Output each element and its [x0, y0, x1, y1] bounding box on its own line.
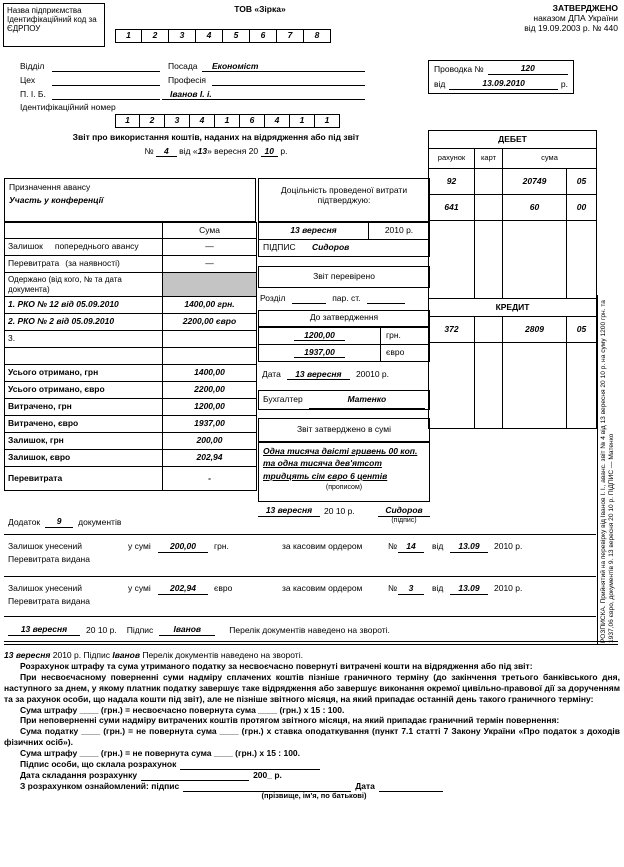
row-value: 2200,00 — [163, 382, 257, 399]
approval-stamp — [470, 4, 618, 33]
edrpou-digit: 8 — [304, 29, 331, 43]
purpose-label: Призначення авансу — [9, 182, 91, 192]
id-digit: 1 — [115, 114, 140, 128]
dept-label: Відділ — [20, 61, 45, 71]
credit-header: КРЕДИТ — [429, 299, 597, 317]
attachment-count: 9 — [45, 517, 73, 528]
order-no: 14 — [398, 542, 424, 553]
row-value: 1200,00 — [163, 399, 257, 416]
attachment-label-2: документів — [78, 517, 122, 527]
posting-number: 120 — [488, 64, 568, 75]
id-digit: 1 — [215, 114, 240, 128]
edrpou-digit: 1 — [115, 29, 142, 43]
approve-eur-value: 1937,00 — [294, 347, 345, 358]
separator-line — [4, 616, 596, 617]
report-no: 4 — [156, 146, 177, 157]
approval-line-2: наказом ДПА України — [533, 12, 618, 23]
debit-kop: 05 — [567, 169, 597, 195]
late-return-paragraph: При несвоєчасному поверненні суми надміру сплачених коштів пізніше граничного терміну (до закінчення третього банківського дня, наступного за днем, у якому платник податку завершує таке відрядження або завершує виконання окремої цивільно-правової дії за дорученням та за рахунок особи, що надала кошти під звіт), але не пізніше звітного місяця, на який припадає останній день такого граничного терміну: — [4, 671, 620, 704]
expediency-year: 2010 р. — [368, 222, 430, 240]
company-name-box: Назва підприємства Ідентифікаційний код за ЄДРПОУ — [3, 3, 105, 47]
accountant-box — [258, 390, 430, 410]
sum-label: у сумі — [128, 541, 151, 551]
debit-credit-table — [428, 130, 597, 429]
bottom-sign-label: Підпис — [126, 625, 154, 635]
refund-line-2: Перевитрата видана — [8, 554, 90, 564]
col-account: рахунок — [429, 149, 475, 169]
order-vid-label: від — [432, 541, 444, 551]
date-label: Дата — [262, 369, 281, 379]
refund-sum: 200,00 — [158, 542, 208, 553]
grn-label: грн. — [380, 327, 430, 345]
row-label: Залишок попереднього авансу — [5, 239, 163, 256]
approve-grn-value: 1200,00 — [294, 330, 345, 341]
order-year: 2010 р. — [494, 541, 523, 551]
calc-signature-line: Підпис особи, що склала розрахунок — [4, 759, 620, 770]
acknowledged-line: З розрахунком ознайомлений: підпис Дата — [4, 781, 620, 792]
approve-sign-row — [258, 506, 430, 517]
credit-kop: 05 — [567, 317, 597, 343]
row-label: Залишок, євро — [5, 450, 163, 467]
receipt-strip-divider — [597, 295, 598, 645]
order-no-label: № — [388, 583, 398, 593]
row-value-shaded — [163, 273, 257, 297]
report-no-label: № — [144, 146, 154, 156]
name-blank-1 — [52, 90, 160, 100]
edrpou-digit: 5 — [223, 29, 250, 43]
section-label: Розділ — [260, 293, 286, 303]
col-card: карт — [475, 149, 503, 169]
approval-line-1: ЗАТВЕРДЖЕНО — [552, 3, 618, 13]
credit-card — [475, 317, 503, 343]
order-no-label: № — [388, 541, 398, 551]
edrpou-digit: 2 — [142, 29, 169, 43]
section-paragraph-line — [260, 294, 428, 304]
row-label: Залишок, грн — [5, 433, 163, 450]
sum-in-words-box — [258, 442, 430, 502]
bottom-sign-year: 20 10 р. — [86, 625, 117, 635]
non-return-paragraph: При неповерненні суми надміру витрачених коштів протягом звітного місяця, на який припадає граничний термін повернення: — [20, 715, 560, 726]
attachment-line — [8, 517, 121, 528]
note-rest: Перелік документів наведено на звороті. — [142, 650, 303, 660]
order-year: 2010 р. — [494, 583, 523, 593]
documents-on-back-note: Перелік документів наведено на звороті. — [229, 625, 390, 635]
company-name: ТОВ «Зірка» — [234, 4, 286, 14]
row-label: Одержано (від кого, № та дата документа) — [5, 273, 163, 297]
acknowledged-date-blank — [379, 783, 443, 792]
penalty-formula-1: Сума штрафу ____ (грн.) = несвоєчасно повернута сума ____ (грн.) х 15 : 100. — [20, 704, 345, 715]
credit-account: 372 — [429, 317, 475, 343]
report-title: Звіт про використання коштів, наданих на відрядження або під звіт — [72, 132, 360, 142]
signature-label: ПІДПИС — [263, 242, 296, 252]
col-sum: сума — [503, 149, 597, 169]
order-vid-label: від — [432, 583, 444, 593]
expediency-date-row — [258, 222, 430, 240]
id-number-boxes — [115, 114, 340, 128]
posting-label: Проводка № — [434, 64, 484, 74]
shop-label: Цех — [20, 75, 36, 85]
report-month: » вересня 20 — [207, 146, 259, 156]
empty-cell — [567, 221, 597, 299]
row-label: Усього отримано, грн — [5, 365, 163, 382]
row-label: Витрачено, грн — [5, 399, 163, 416]
empty-cell — [567, 343, 597, 429]
edrpou-digit: 6 — [250, 29, 277, 43]
penalty-formula-2: Сума штрафу ____ (грн.) = не повернута сума ____ (грн.) х 15 : 100. — [20, 748, 301, 759]
advance-purpose-box — [4, 178, 256, 222]
refund-line-1: Залишок унесений — [8, 541, 83, 551]
debit-sum: 20749 — [503, 169, 567, 195]
eur-label: євро — [380, 344, 430, 362]
approve-eur-row — [258, 344, 430, 362]
id-digit: 1 — [315, 114, 340, 128]
to-approve-box: До затвердження — [258, 310, 430, 327]
shop-blank — [52, 76, 160, 86]
attachment-label: Додаток — [8, 517, 41, 527]
refund-line-1: Залишок унесений — [8, 583, 83, 593]
order-date: 13.09 — [450, 584, 488, 595]
approval-line-3: від 19.09.2003 р. № 440 — [524, 22, 618, 33]
position-label: Посада — [168, 61, 198, 71]
amounts-table — [4, 222, 257, 491]
dept-blank — [52, 62, 160, 72]
row-value: 202,94 — [163, 450, 257, 467]
expediency-sign-row — [258, 239, 430, 257]
expediency-date: 13 вересня — [258, 222, 369, 240]
debit-account: 92 — [429, 169, 475, 195]
calc-date-line: Дата складання розрахунку 200_ р. — [20, 769, 282, 780]
debit-card — [475, 169, 503, 195]
row-value: - — [163, 467, 257, 491]
profession-label: Професія — [168, 75, 207, 85]
bottom-sign-name: Іванов — [159, 625, 215, 636]
id-digit: 4 — [190, 114, 215, 128]
report-number-line — [4, 147, 428, 157]
approve-sign-year: 20 10 р. — [324, 506, 355, 516]
posting-date: 13.09.2010 — [449, 79, 558, 90]
signature-caption: (підпис) — [391, 517, 417, 524]
empty-cell — [429, 343, 475, 429]
paragraph-blank — [367, 295, 405, 304]
accountant-name: Матенко — [309, 395, 425, 409]
debit-kop: 00 — [567, 195, 597, 221]
refund-currency: євро — [214, 583, 233, 593]
bottom-sign-date: 13 вересня — [8, 625, 80, 636]
sum-column-header: Сума — [163, 223, 257, 239]
name-value: Іванов І. і. — [170, 89, 212, 99]
calc-signature-blank — [180, 761, 320, 770]
row-value: 1937,00 — [163, 416, 257, 433]
empty-cell — [5, 223, 163, 239]
row-value: 200,00 — [163, 433, 257, 450]
row-value — [163, 331, 257, 348]
report-day: 13 — [197, 146, 208, 156]
edrpou-digit: 7 — [277, 29, 304, 43]
position-value: Економіст — [212, 61, 259, 71]
refund-currency: грн. — [214, 541, 229, 551]
expediency-box: Доцільність проведеної витрати підтверджую: — [258, 178, 430, 222]
separator-line — [4, 534, 596, 535]
empty-cell — [475, 343, 503, 429]
double-separator-line — [4, 641, 618, 645]
approve-sign-date: 13 вересня — [258, 506, 320, 517]
order-no: 3 — [398, 584, 424, 595]
refund-line-2: Перевитрата видана — [8, 596, 90, 606]
debit-card — [475, 195, 503, 221]
id-digit: 3 — [165, 114, 190, 128]
approve-signature: Сидоров — [378, 506, 430, 517]
full-name-caption: (прізвище, ім'я, по батькові) — [261, 790, 367, 800]
empty-cell — [503, 343, 567, 429]
id-digit: 1 — [290, 114, 315, 128]
sum-in-words: Одна тисяча двісті гривень 00 коп. та одна тисяча дев'ятсот тридцять сім євро 6 центів — [263, 446, 418, 481]
row-value: 1400,00 грн. — [163, 297, 257, 314]
report-date-prefix: від « — [179, 146, 198, 156]
edrpou-digit: 3 — [169, 29, 196, 43]
empty-cell — [503, 221, 567, 299]
edrpou-digit: 4 — [196, 29, 223, 43]
note-mid: 2010 р. Підпис — [52, 650, 111, 660]
edrpou-code-boxes — [115, 29, 331, 43]
receipt-vertical-text: РОЗПИСКА. Прийнятий на перевірку від Іванов І. І., аванс. звіт № 4 від 13 вересня 20 10 р. на суму 1200 грн. та 1937,06 євро, документів 9. 13 вересня 20 10 р. ПІДПИС — Матенко — [600, 300, 615, 643]
debit-header: ДЕБЕТ — [429, 131, 597, 149]
row-value: 2200,00 євро — [163, 314, 257, 331]
row-label: 3. — [5, 331, 163, 348]
empty-cell — [429, 221, 475, 299]
credit-sum: 2809 — [503, 317, 567, 343]
in-words-caption: (прописом) — [325, 483, 363, 491]
paragraph-label: пар. ст. — [332, 293, 361, 303]
calc-date-blank — [141, 772, 249, 781]
refund-sum: 202,94 — [158, 584, 208, 595]
posting-date-label: від — [434, 78, 446, 89]
row-label: Усього отримано, євро — [5, 382, 163, 399]
cash-order-label: за касовим ордером — [282, 583, 363, 593]
posting-box — [428, 60, 574, 94]
accountant-label: Бухгалтер — [263, 394, 303, 404]
row-value: 1400,00 — [163, 365, 257, 382]
row-label — [5, 348, 163, 365]
report-year-suffix: р. — [280, 146, 288, 156]
purpose-value: Участь у конференції — [9, 194, 104, 205]
row-label: 2. РКО № 2 від 05.09.2010 — [5, 314, 163, 331]
note-date: 13 вересня — [4, 650, 51, 660]
note-name: Іванов — [112, 650, 140, 660]
row-label: 1. РКО № 12 від 05.09.2010 — [5, 297, 163, 314]
row-label: Перевитрата — [5, 467, 163, 491]
empty-cell — [475, 221, 503, 299]
report-year: 10 — [261, 146, 278, 157]
penalty-intro: Розрахунок штрафу та сума утриманого податку за несвоєчасно повернуті витрачені кошти на відрядження або під звіт: — [20, 661, 533, 672]
order-date: 13.09 — [450, 542, 488, 553]
posting-year-suffix: р. — [560, 78, 568, 89]
documents-note-line — [4, 650, 620, 661]
name-label: П. І. Б. — [20, 89, 46, 99]
approve-grn-row — [258, 327, 430, 345]
tax-formula: Сума податку ____ (грн.) = не повернута сума ____ (грн.) х ставка оподаткування (пункт 7.1 статті 7 Закону України «Про податок з доходів фізичних осіб»). — [4, 726, 620, 748]
row-value: — — [163, 256, 257, 273]
debit-sum: 60 — [503, 195, 567, 221]
approve-date-value: 13 вересня — [287, 369, 349, 380]
id-number-label: Ідентифікаційний номер — [20, 102, 116, 112]
approve-date-line — [262, 370, 428, 380]
cash-order-label: за касовим ордером — [282, 541, 363, 551]
id-digit: 6 — [240, 114, 265, 128]
id-digit: 2 — [140, 114, 165, 128]
profession-blank — [212, 76, 365, 86]
separator-line — [4, 576, 596, 577]
row-value: — — [163, 239, 257, 256]
report-checked-box: Звіт перевірено — [258, 266, 430, 288]
row-label: Перевитрата (за наявності) — [5, 256, 163, 273]
bottom-sign-line — [8, 625, 390, 636]
approve-grn-wrap — [258, 327, 381, 345]
approve-eur-wrap — [258, 344, 381, 362]
sum-label: у сумі — [128, 583, 151, 593]
row-value — [163, 348, 257, 365]
approve-year-value: 20010 р. — [355, 369, 390, 379]
debit-account: 641 — [429, 195, 475, 221]
signature-sydorov: Сидоров — [311, 242, 350, 252]
section-blank — [292, 295, 326, 304]
row-label: Витрачено, євро — [5, 416, 163, 433]
id-digit: 4 — [265, 114, 290, 128]
approved-in-sum-box: Звіт затверджено в сумі — [258, 418, 430, 442]
footer-block — [4, 650, 620, 800]
